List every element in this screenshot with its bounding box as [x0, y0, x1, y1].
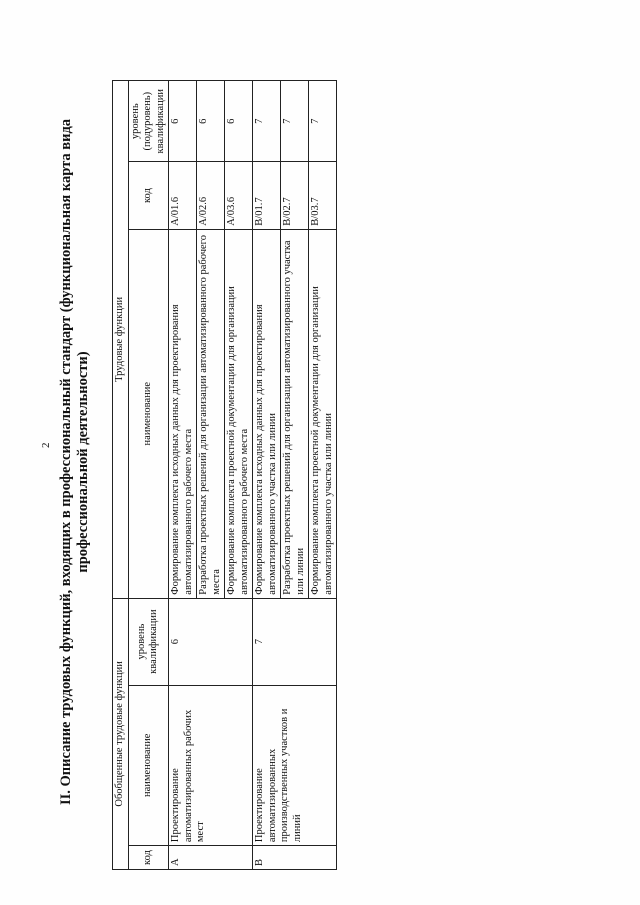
functional-map-table	[112, 80, 337, 870]
group-name: Проектирование автоматизированных рабочих мест	[169, 685, 253, 846]
group-name: Проектирование автоматизированных производственных участков и линий	[253, 685, 337, 846]
function-code: B/03.7	[309, 162, 337, 229]
section-title	[58, 82, 92, 842]
function-level: 6	[225, 81, 253, 162]
function-name: Формирование комплекта проектной документации для организации автоматизированного рабочего места	[225, 229, 253, 598]
function-name: Разработка проектных решений для организации автоматизированного участка или линии	[281, 229, 309, 598]
header-generalized: Обобщенные трудовые функции	[113, 598, 129, 869]
function-level: 7	[253, 81, 281, 162]
group-code: B	[253, 846, 337, 870]
function-level: 6	[197, 81, 225, 162]
function-code: A/03.6	[225, 162, 253, 229]
title-line-1: II. Описание трудовых функций, входящих в профессиональный стандарт (функциональная карта вида	[58, 118, 74, 806]
table-row	[169, 81, 197, 870]
function-level: 6	[169, 81, 197, 162]
rotated-content	[58, 82, 618, 866]
table-row	[253, 81, 281, 870]
function-code: B/01.7	[253, 162, 281, 229]
function-name: Формирование комплекта исходных данных для проектирования автоматизированного участка или линии	[253, 229, 281, 598]
function-code: B/02.7	[281, 162, 309, 229]
header-lf-code: код	[128, 162, 169, 229]
page-number: 2	[40, 442, 52, 448]
group-level: 6	[169, 598, 253, 685]
function-name: Формирование комплекта проектной документации для организации автоматизированного участка или линии	[309, 229, 337, 598]
header-gen-code: код	[128, 846, 169, 870]
header-gen-name: наименование	[128, 685, 169, 846]
header-row-1	[113, 81, 129, 870]
function-name: Разработка проектных решений для организации автоматизированного рабочего места	[197, 229, 225, 598]
function-code: A/02.6	[197, 162, 225, 229]
header-lf-level: уровень (подуровень) квалификации	[128, 81, 169, 162]
function-name: Формирование комплекта исходных данных для проектирования автоматизированного рабочего места	[169, 229, 197, 598]
function-level: 7	[309, 81, 337, 162]
header-labor: Трудовые функции	[113, 81, 129, 599]
group-level: 7	[253, 598, 337, 685]
header-lf-name: наименование	[128, 229, 169, 598]
function-level: 7	[281, 81, 309, 162]
header-gen-level: уровень квалификации	[128, 598, 169, 685]
function-code: A/01.6	[169, 162, 197, 229]
group-code: A	[169, 846, 253, 870]
header-row-2	[128, 81, 169, 870]
title-line-2: профессиональной деятельности)	[75, 351, 91, 573]
